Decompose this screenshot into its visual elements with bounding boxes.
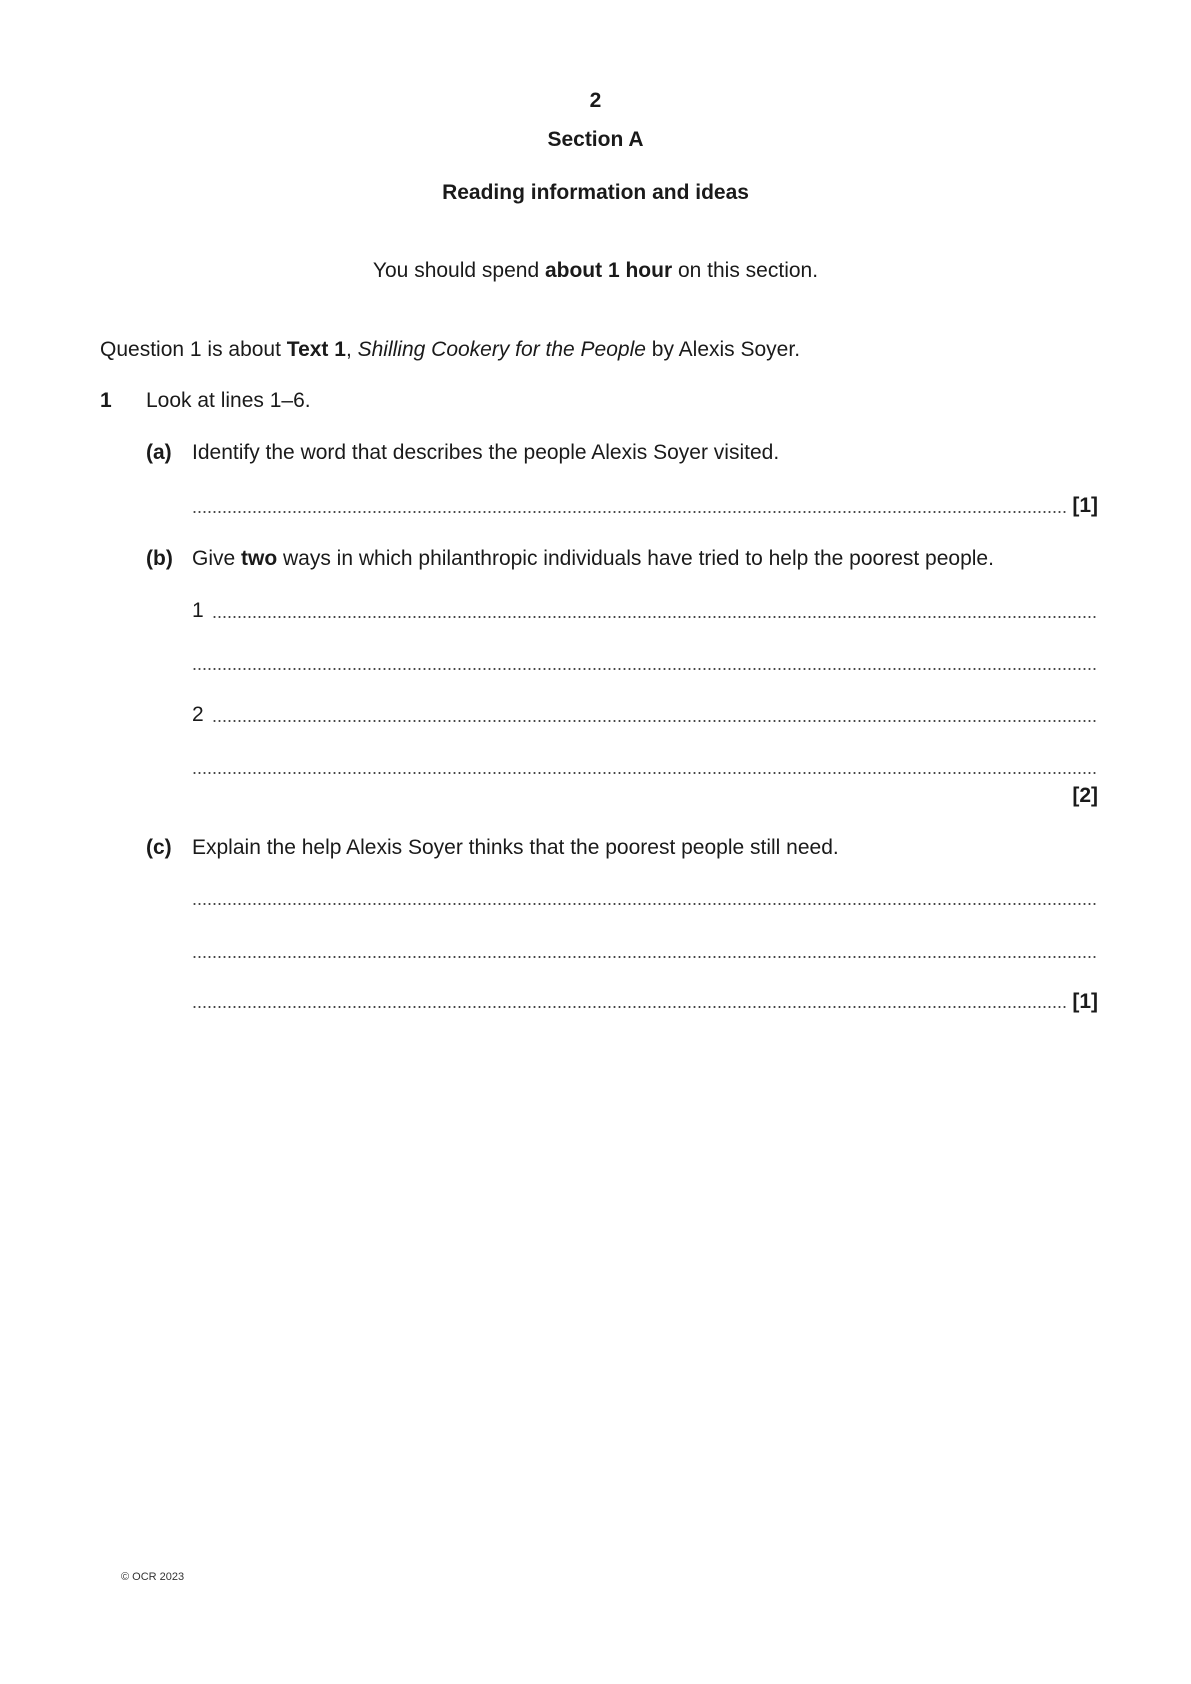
part-a-marks: [1] [1072, 494, 1098, 517]
page-number: 2 [589, 89, 602, 112]
time-prefix: You should spend [372, 259, 545, 282]
answer-line-c3[interactable] [192, 1005, 1067, 1009]
part-a-label: (a) [146, 441, 172, 464]
part-b-text [192, 546, 994, 572]
answer-line-b1-cont[interactable] [192, 667, 1097, 671]
part-a-text: Identify the word that describes the people Alexis Soyer visited. [192, 441, 780, 464]
time-suffix: on this section. [672, 259, 819, 282]
intro-prefix: Question 1 is about [100, 338, 287, 361]
intro-suffix: by Alexis Soyer. [645, 338, 801, 361]
part-c-text: Explain the help Alexis Soyer thinks that the poorest people still need. [192, 836, 839, 859]
part-b-label: (b) [146, 547, 173, 570]
answer-line-c2[interactable] [192, 955, 1097, 959]
answer-line-b1[interactable] [212, 615, 1097, 619]
part-c-label: (c) [146, 836, 172, 859]
time-bold: about 1 hour [544, 259, 673, 282]
part-b-line2-number: 2 [192, 703, 204, 726]
answer-line-a[interactable] [192, 510, 1067, 514]
section-subtitle: Reading information and ideas [442, 181, 749, 204]
answer-line-b2-cont[interactable] [192, 771, 1097, 775]
copyright-footer: © OCR 2023 [121, 1571, 185, 1583]
time-instruction [0, 258, 1191, 284]
part-b-bold: two [241, 547, 278, 570]
section-title: Section A [547, 128, 644, 151]
answer-line-b2[interactable] [212, 719, 1097, 723]
part-b-suffix: ways in which philanthropic individuals have tried to help the poorest people. [277, 547, 994, 570]
intro-book-title: Shilling Cookery for the People [357, 338, 646, 361]
intro-text-ref: Text 1 [286, 338, 346, 361]
part-b-marks: [2] [1072, 784, 1098, 807]
answer-line-c1[interactable] [192, 902, 1097, 906]
question-intro [100, 337, 800, 363]
question-number: 1 [100, 389, 112, 412]
part-c-marks: [1] [1072, 990, 1098, 1013]
intro-comma: , [345, 338, 358, 361]
question-stem: Look at lines 1–6. [146, 389, 311, 412]
part-b-line1-number: 1 [192, 599, 204, 622]
part-b-prefix: Give [192, 547, 242, 570]
